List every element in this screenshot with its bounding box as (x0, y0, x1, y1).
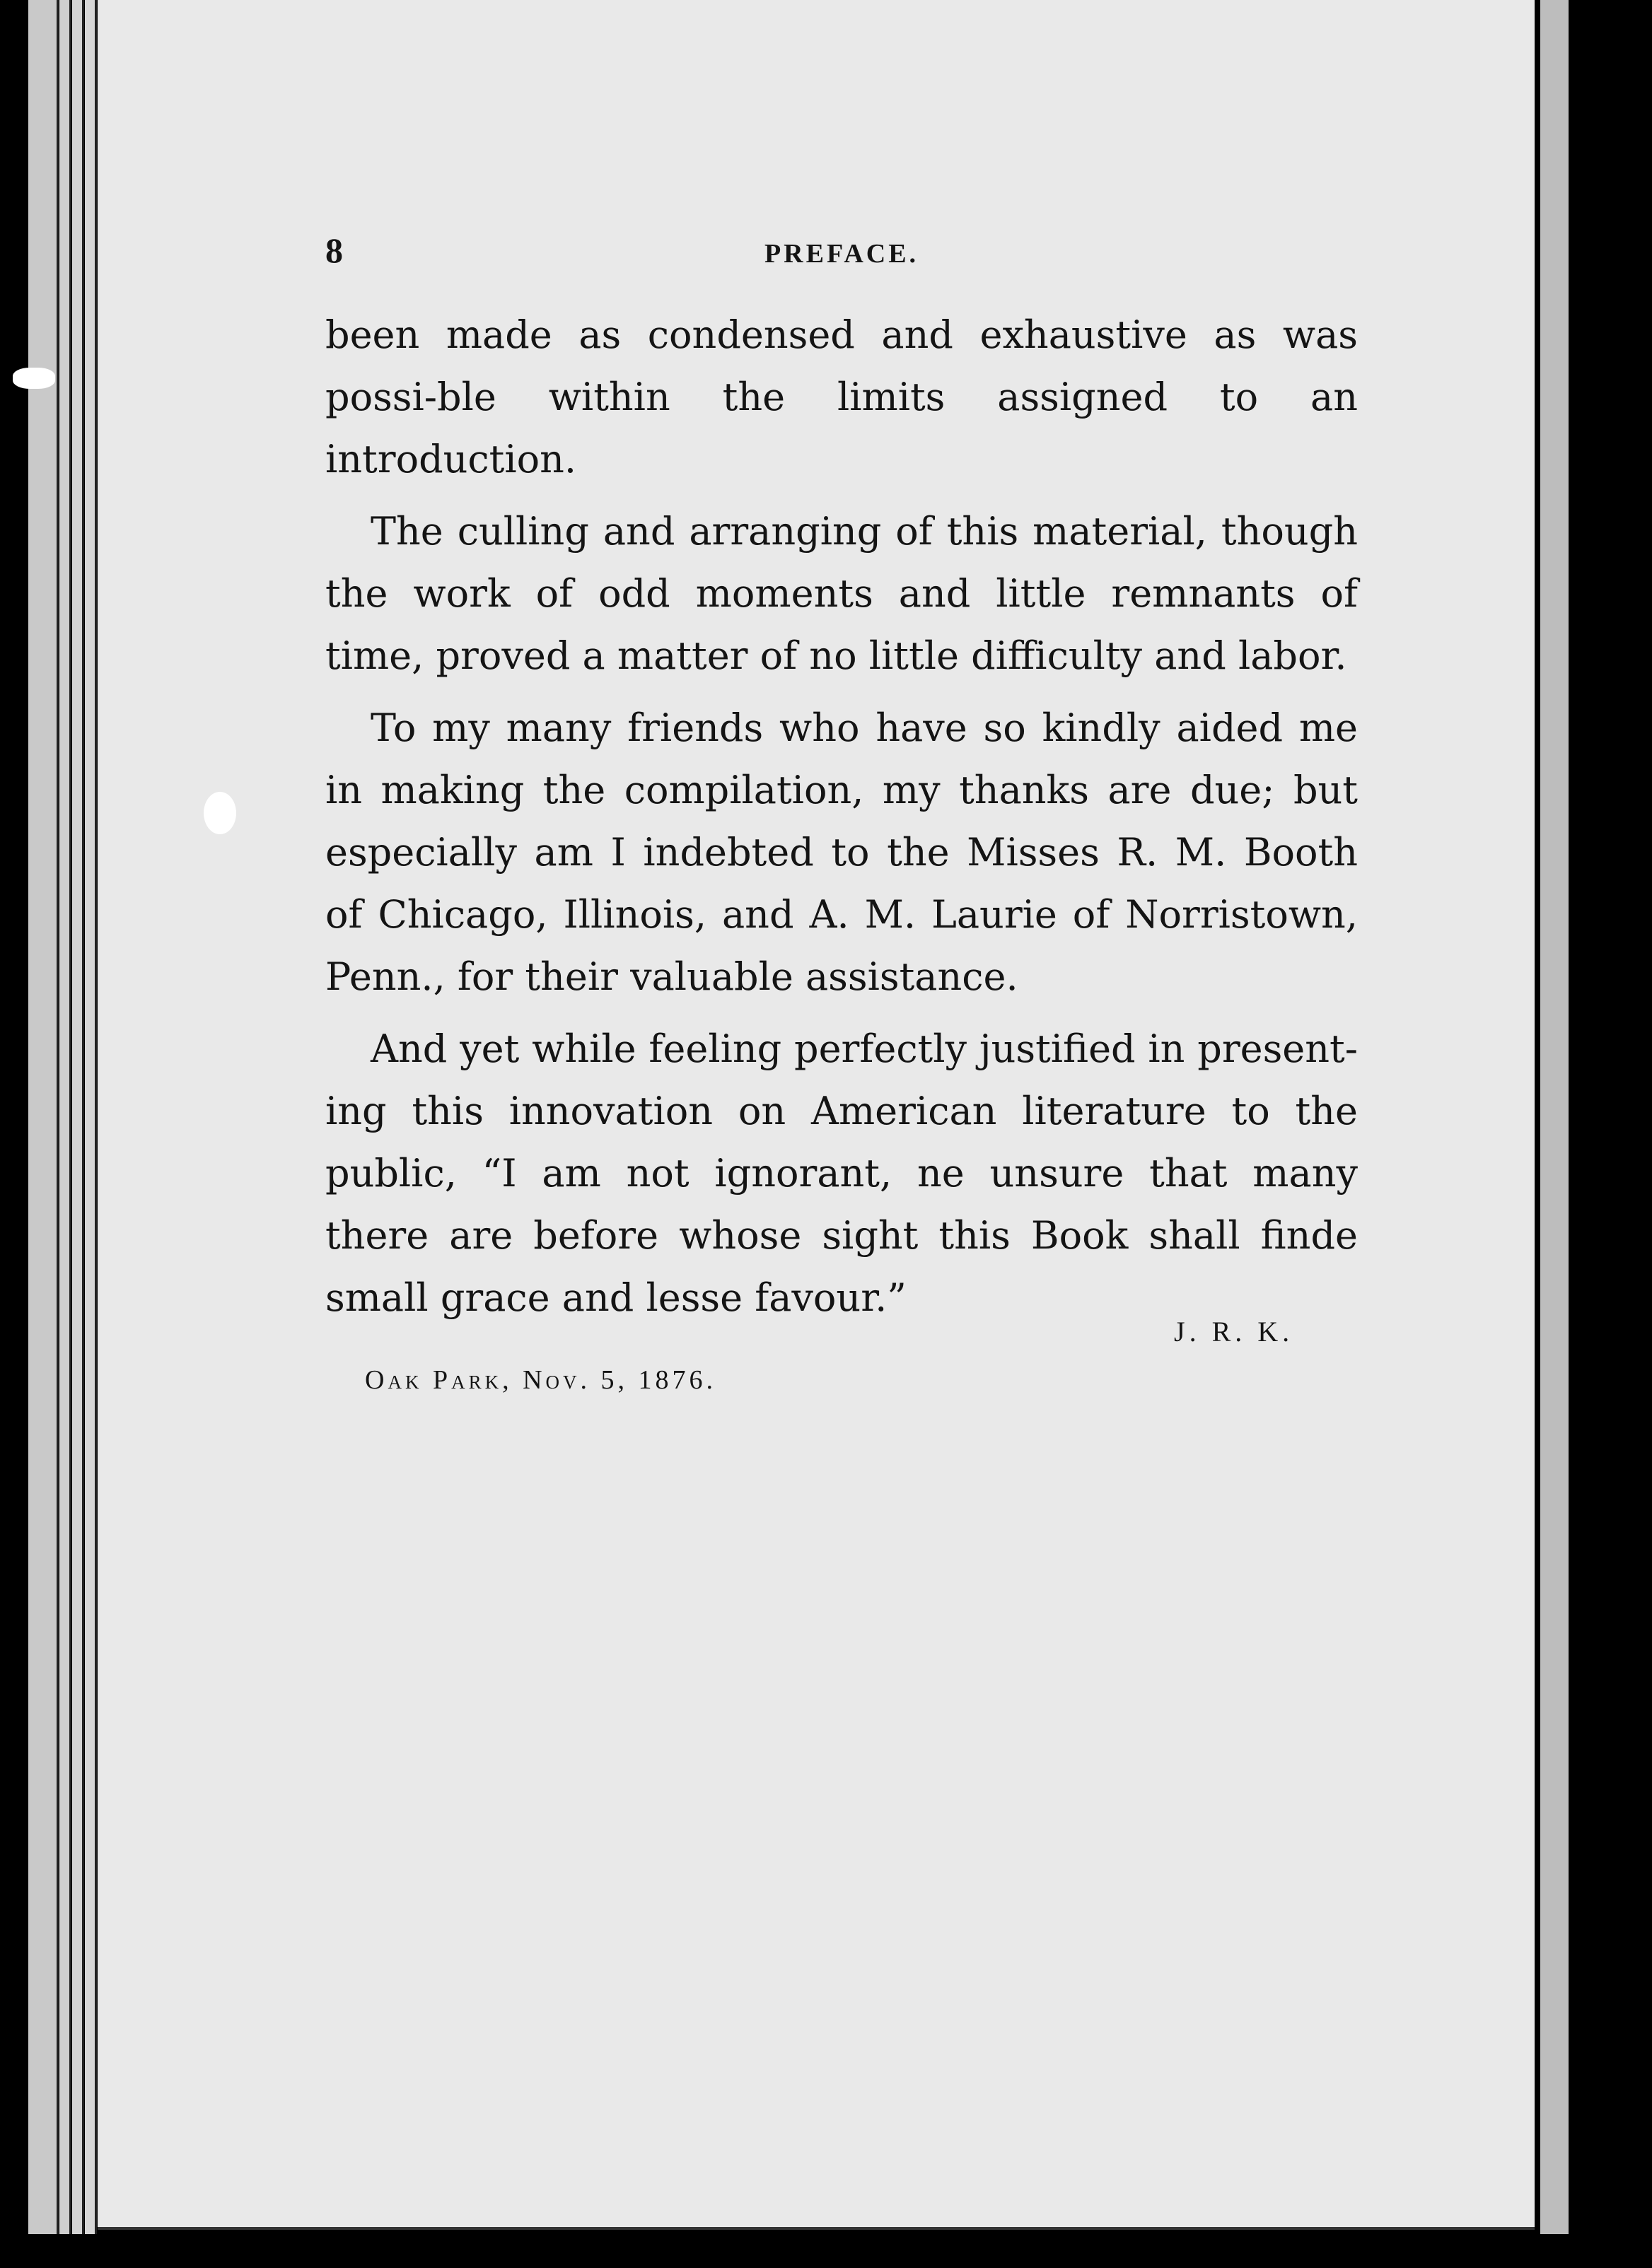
page-heading: PREFACE. (764, 239, 919, 269)
page-edge (85, 0, 97, 2234)
page-edge (59, 0, 71, 2234)
page-number: 8 (325, 230, 343, 270)
paper-speck (13, 368, 55, 389)
page-edge (72, 0, 84, 2234)
paragraph: been made as condensed and exhaustive as was possi-ble within the limits assigned to an introduction. (325, 312, 1358, 481)
page-edge (28, 0, 59, 2234)
paper-speck (204, 792, 236, 834)
preface-body (325, 304, 1358, 1329)
author-initials: J. R. K. (1174, 1316, 1294, 1348)
paragraph: And yet while feeling perfectly justified in present-ing this innovation on American literature to the public, “I am not ignorant, ne unsure that many there are before whose sight this Book shall finde small grace and lesse favour.” (325, 1027, 1358, 1320)
facing-page-edge (1540, 0, 1569, 2234)
running-head (325, 230, 1358, 272)
place-and-date: Oak Park, Nov. 5, 1876. (365, 1365, 717, 1395)
paragraph: To my many friends who have so kindly aided me in making the compilation, my thanks are due; but especially am I indebted to the Misses R. M. Booth of Chicago, Illinois, and A. M. Laurie of Norristown, Penn., for their valuable assistance. (325, 706, 1358, 999)
paragraph: The culling and arranging of this material, though the work of odd moments and little remnants of time, proved a matter of no little difficulty and labor. (325, 509, 1358, 678)
